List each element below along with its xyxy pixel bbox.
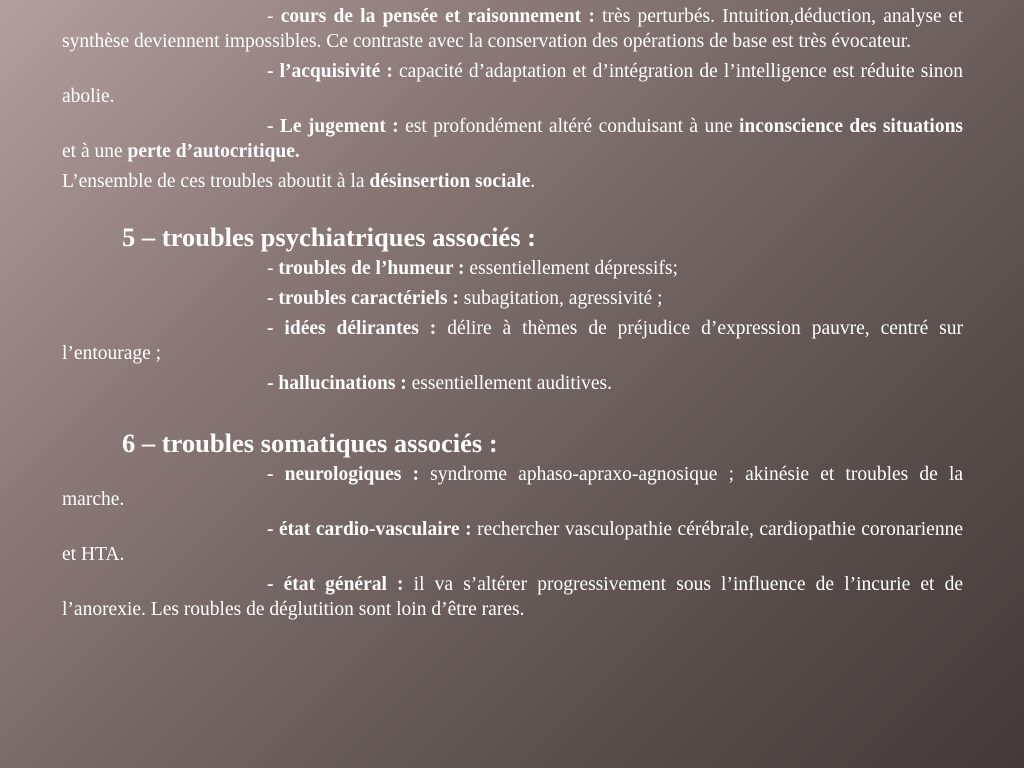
text-idees-delirantes: délire à thèmes de préjudice d’expression pauvre, centré sur l’entourage ; — [62, 318, 963, 364]
paragraph-cours-pensee: - cours de la pensée et raisonnement : très perturbés. Intuition,déduction, analyse et synthèse deviennent impossibles. Ce contraste avec la conservation des opérations de base est très évocateur. — [62, 6, 963, 52]
heading-section-6: 6 – troubles somatiques associés : — [122, 428, 498, 458]
heading-section-5: 5 – troubles psychiatriques associés : — [122, 222, 536, 252]
paragraph-caracteriels — [62, 286, 963, 311]
slide-content — [62, 4, 963, 627]
text-cours-pensee: très perturbés. Intuition,déduction, analyse et synthèse deviennent impossibles. Ce contraste avec la conservation des opérations de base est très évocateur. — [62, 6, 963, 52]
label-jugement: - Le jugement : — [267, 116, 399, 137]
paragraph-acquisivite — [62, 59, 963, 109]
label-cours-pensee: cours de la pensée et raisonnement : — [280, 6, 595, 27]
paragraph-humeur: - troubles de l’humeur : essentiellement dépressifs; — [267, 258, 678, 279]
bold-inconscience: inconscience des situations — [739, 116, 964, 137]
label-cardio-vasculaire: - état cardio-vasculaire : — [267, 519, 472, 540]
text-jugement: est profondément altéré conduisant à une — [405, 116, 733, 137]
label-humeur: troubles de l’humeur : — [278, 258, 465, 279]
label-acquisivite: - l’acquisivité : — [267, 61, 393, 82]
paragraph-idees-delirantes — [62, 316, 963, 366]
label-etat-general: - état général : — [267, 574, 404, 595]
paragraph-neurologiques — [62, 462, 963, 512]
paragraph-ensemble — [62, 169, 963, 194]
paragraph-jugement — [62, 114, 963, 164]
text-acquisivite: capacité d’adaptation et d’intégration de l’intelligence est réduite sinon abolie. — [62, 61, 964, 107]
text-jugement-mid: et à une — [62, 141, 123, 162]
label-neurologiques: - neurologiques : — [267, 464, 419, 485]
label-caracteriels: - troubles caractériels : — [267, 288, 459, 309]
bold-desinsertion: désinsertion sociale — [369, 171, 531, 192]
bold-autocritique: perte d’autocritique. — [127, 141, 300, 162]
text-humeur: essentiellement dépressifs; — [469, 258, 678, 279]
text-hallucinations: essentiellement auditives. — [411, 373, 613, 394]
text-etat-general: il va s’altérer progressivement sous l’influence de l’incurie et de l’anorexie. Les roubles de déglutition sont loin d’être rares. — [62, 574, 963, 620]
text-ensemble-end: . — [530, 171, 536, 192]
label-hallucinations: - hallucinations : — [267, 373, 407, 394]
text-caracteriels: subagitation, agressivité ; — [463, 288, 663, 309]
label-idees-delirantes: - idées délirantes : — [267, 318, 437, 339]
paragraph-etat-general — [62, 572, 963, 622]
text-cardio-vasculaire: rechercher vasculopathie cérébrale, cardiopathie coronarienne et HTA. — [62, 519, 963, 565]
paragraph-hallucinations — [62, 371, 963, 396]
paragraph-cardio-vasculaire — [62, 517, 963, 567]
text-neurologiques: syndrome aphaso-apraxo-agnosique ; akinésie et troubles de la marche. — [62, 464, 964, 510]
text-ensemble: L’ensemble de ces troubles aboutit à la — [62, 171, 365, 192]
